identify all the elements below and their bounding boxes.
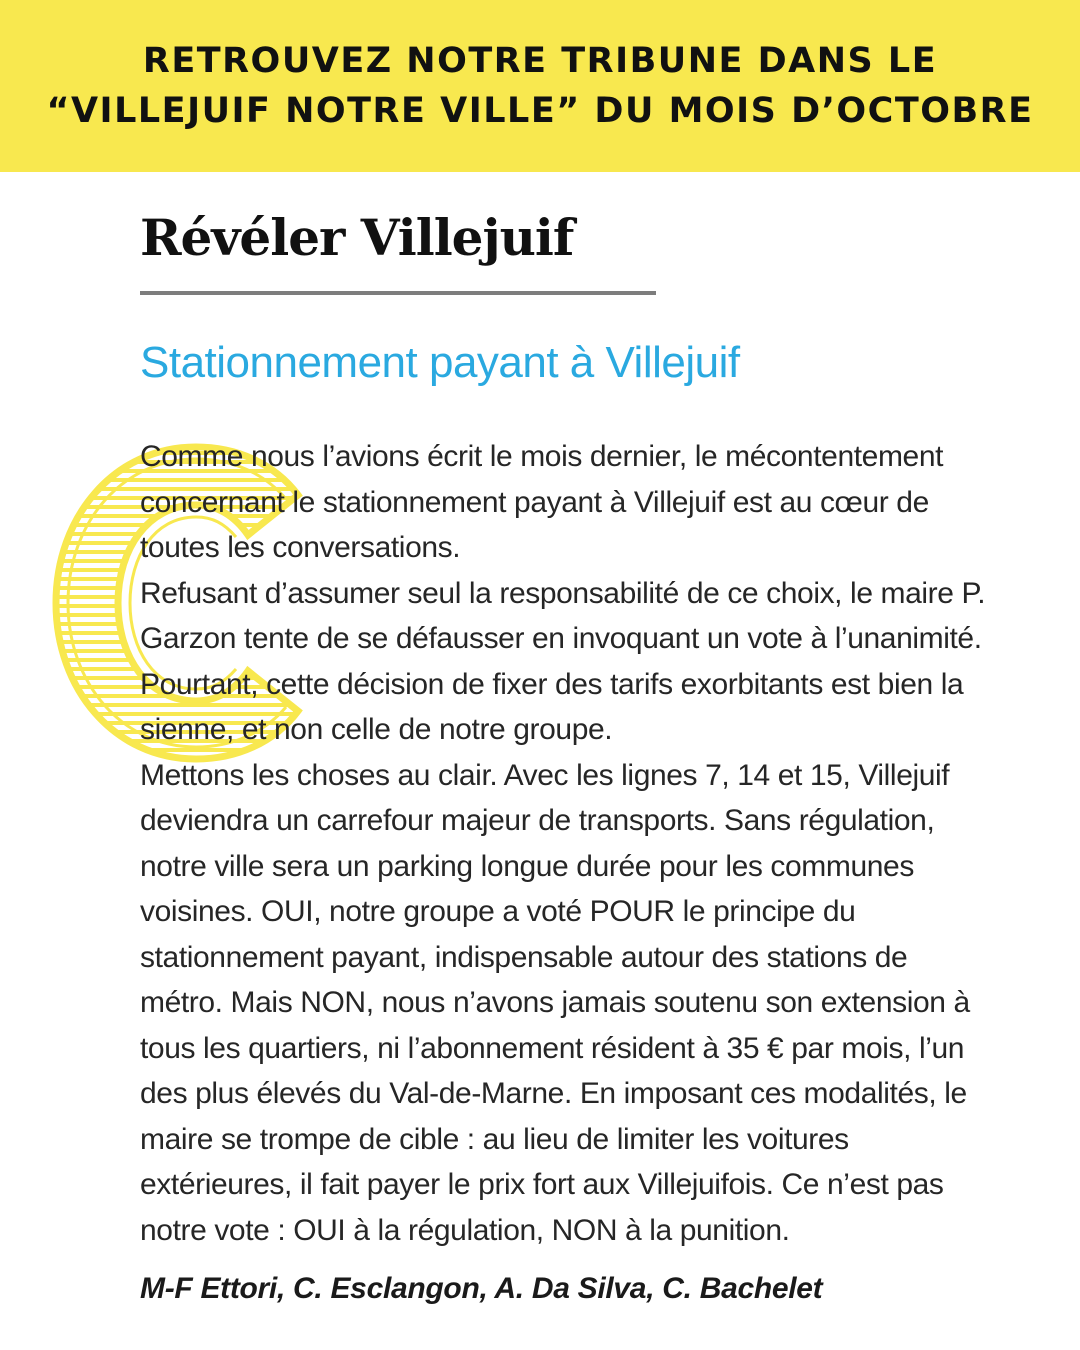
banner-line-1: RETROUVEZ NOTRE TRIBUNE DANS LE [142,41,938,81]
banner-line-2: “VILLEJUIF NOTRE VILLE” DU MOIS D’OCTOBRE [46,91,1034,131]
body-line: concernant le stationnement payant à Villejuif est au cœur de [140,485,929,519]
body-line: maire se trompe de cible : au lieu de limiter les voitures [140,1122,849,1156]
article-body [140,434,1060,1253]
reveler-villejuif-logo: Révéler Villejuif [140,208,574,267]
body-line: métro. Mais NON, nous n’avons jamais soutenu son extension à [140,986,970,1019]
body-line: des plus élevés du Val-de-Marne. En imposant ces modalités, le [140,1077,967,1110]
body-line: toutes les conversations. [140,531,461,564]
body-line: extérieures, il fait payer le prix fort aux Villejuifois. Ce n’est pas [140,1168,944,1201]
article-headline: Stationnement payant à Villejuif [140,338,740,387]
body-line: tous les quartiers, ni l’abonnement résident à 35 € par mois, l’un [140,1031,965,1065]
top-banner [0,0,1080,172]
body-line: deviendra un carrefour majeur de transports. Sans régulation, [140,804,935,837]
body-line: Refusant d’assumer seul la responsabilité de ce choix, le maire P. [140,576,986,610]
article-signature: M-F Ettori, C. Esclangon, A. Da Silva, C. Bachelet [140,1272,823,1305]
body-line: stationnement payant, indispensable autour des stations de [140,940,908,974]
body-line: Pourtant, cette décision de fixer des tarifs exorbitants est bien la [140,667,964,701]
body-line: notre ville sera un parking longue durée pour les communes [140,849,914,883]
body-line: voisines. OUI, notre groupe a voté POUR le principe du [140,895,856,928]
body-line: Comme nous l’avions écrit le mois dernier, le mécontentement [140,440,944,473]
body-line: Garzon tente de se défausser en invoquant un vote à l’unanimité. [140,622,982,655]
body-line: sienne, et non celle de notre groupe. [140,713,613,746]
body-line: Mettons les choses au clair. Avec les lignes 7, 14 et 15, Villejuif [140,758,950,792]
logo-underline [140,291,656,295]
body-line: notre vote : OUI à la régulation, NON à la punition. [140,1213,790,1247]
